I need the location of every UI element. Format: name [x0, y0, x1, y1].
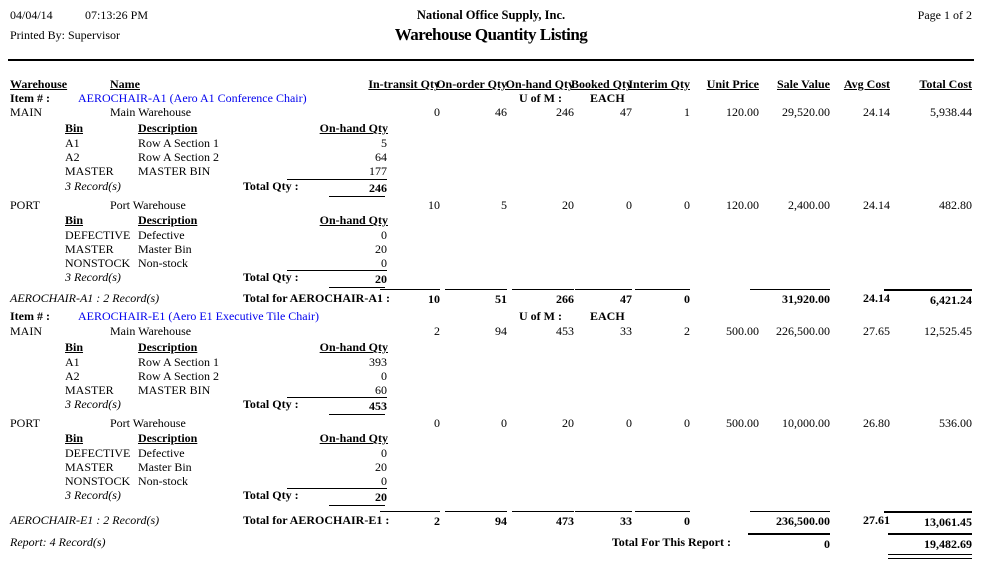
bin-description: Row A Section 1: [138, 136, 220, 150]
in-transit-qty: 0: [434, 105, 440, 119]
report-date: 04/04/14: [10, 8, 53, 22]
warehouse-name: Port Warehouse: [110, 416, 186, 430]
interim-qty: 2: [684, 324, 690, 338]
bin-row: [0, 369, 982, 383]
bin-row: [0, 460, 982, 474]
interim-qty: 0: [684, 198, 690, 212]
col-on-order-qty: On-order Qty: [436, 77, 507, 91]
bin-row: [0, 136, 982, 150]
uofm-value: EACH: [590, 309, 625, 323]
total-total-cost: 13,061.45: [884, 511, 972, 530]
on-hand-qty: 453: [556, 324, 574, 338]
uofm-label: U of M :: [519, 309, 562, 323]
bin-header-row: [0, 340, 982, 354]
on-hand-qty: 20: [562, 198, 574, 212]
total-total-cost: 6,421.24: [884, 289, 972, 308]
warehouse-code: PORT: [10, 416, 40, 430]
item-header-row: [0, 309, 982, 323]
bin-description: Master Bin: [138, 242, 192, 256]
bin-qty: 5: [381, 136, 387, 150]
col-booked-qty: Booked Qty: [570, 77, 632, 91]
bin-total-row: [0, 488, 982, 502]
total-booked: 33: [575, 511, 632, 529]
bin-code: NONSTOCK: [65, 256, 131, 270]
bin-code: MASTER: [65, 164, 114, 178]
bin-code: MASTER: [65, 242, 114, 256]
bin-record-count: 3 Record(s): [65, 270, 121, 284]
on-order-qty: 46: [495, 105, 507, 119]
bin-description: Non-stock: [138, 474, 188, 488]
bin-description: Defective: [138, 228, 185, 242]
bin-code: A1: [65, 136, 80, 150]
sale-value: 226,500.00: [776, 324, 830, 338]
bin-row: [0, 355, 982, 369]
bin-qty: 60: [375, 383, 387, 397]
warehouse-row: [0, 105, 982, 119]
total-on-order: 94: [445, 511, 507, 529]
item-total-row: [0, 289, 982, 307]
uofm-label: U of M :: [519, 91, 562, 105]
total-qty-label: Total Qty :: [243, 270, 299, 284]
item-link[interactable]: AEROCHAIR-A1 (Aero A1 Conference Chair): [78, 91, 307, 105]
page-number: Page 1 of 2: [917, 8, 972, 22]
interim-qty: 0: [684, 416, 690, 430]
bin-row: [0, 242, 982, 256]
item-header-row: [0, 91, 982, 105]
bin-description: Master Bin: [138, 460, 192, 474]
bin-total-row: [0, 397, 982, 411]
total-sale-value: 31,920.00: [750, 289, 830, 307]
bin-row: [0, 474, 982, 488]
bin-qty: 0: [381, 256, 387, 270]
item-record-count: AEROCHAIR-E1 : 2 Record(s): [10, 513, 160, 527]
avg-cost: 26.80: [863, 416, 890, 430]
bin-header-row: [0, 213, 982, 227]
total-qty-label: Total Qty :: [243, 397, 299, 411]
booked-qty: 0: [626, 416, 632, 430]
avg-cost: 24.14: [863, 198, 890, 212]
bin-qty: 20: [375, 460, 387, 474]
total-sale-value: 236,500.00: [750, 511, 830, 529]
col-bin: Bin: [65, 213, 84, 227]
bin-description: MASTER BIN: [138, 164, 211, 178]
bin-description: Defective: [138, 446, 185, 460]
booked-qty: 33: [620, 324, 632, 338]
on-order-qty: 0: [501, 416, 507, 430]
bin-qty: 64: [375, 150, 387, 164]
total-interim: 0: [635, 289, 690, 307]
total-qty-value: 20: [287, 270, 387, 287]
col-bin-on-hand-qty: On-hand Qty: [319, 340, 388, 354]
warehouse-row: [0, 324, 982, 338]
bin-row: [0, 383, 982, 397]
col-bin-on-hand-qty: On-hand Qty: [319, 213, 388, 227]
bin-record-count: 3 Record(s): [65, 488, 121, 502]
printed-by: Printed By: Supervisor: [10, 28, 120, 42]
item-total-label: Total for AEROCHAIR-A1 :: [243, 291, 391, 305]
bin-code: A2: [65, 369, 80, 383]
total-cost: 12,525.45: [924, 324, 972, 338]
warehouse-name: Port Warehouse: [110, 198, 186, 212]
col-name: Name: [110, 77, 140, 91]
bin-description: MASTER BIN: [138, 383, 211, 397]
col-bin-description: Description: [138, 213, 198, 227]
col-sale-value: Sale Value: [776, 77, 830, 91]
bin-header-row: [0, 121, 982, 135]
col-total-cost: Total Cost: [919, 77, 972, 91]
bin-qty: 0: [381, 446, 387, 460]
bin-total-row: [0, 179, 982, 193]
report-total-label: Total For This Report :: [611, 535, 731, 549]
bin-description: Row A Section 2: [138, 369, 220, 383]
col-warehouse: Warehouse: [10, 77, 68, 91]
sale-value: 29,520.00: [782, 105, 830, 119]
total-qty-label: Total Qty :: [243, 179, 299, 193]
total-on-order: 51: [445, 289, 507, 307]
col-bin: Bin: [65, 340, 84, 354]
in-transit-qty: 0: [434, 416, 440, 430]
bin-qty: 393: [369, 355, 387, 369]
bin-qty: 177: [369, 164, 387, 178]
total-in-transit: 2: [380, 511, 440, 529]
total-booked: 47: [575, 289, 632, 307]
total-qty-value: 246: [287, 179, 387, 196]
in-transit-qty: 10: [428, 198, 440, 212]
total-cost: 536.00: [939, 416, 972, 430]
col-bin-on-hand-qty: On-hand Qty: [319, 121, 388, 135]
report-total-cost: 19,482.69: [888, 533, 972, 552]
report-total-sale-value: 0: [748, 533, 830, 552]
item-number-label: Item # :: [10, 91, 50, 105]
col-interim-qty: Interim Qty: [628, 77, 690, 91]
total-avg-cost: 24.14: [863, 291, 890, 305]
item-number-label: Item # :: [10, 309, 50, 323]
bin-description: Row A Section 1: [138, 355, 220, 369]
bin-description: Non-stock: [138, 256, 188, 270]
interim-qty: 1: [684, 105, 690, 119]
warehouse-code: MAIN: [10, 324, 42, 338]
sale-value: 2,400.00: [788, 198, 830, 212]
uofm-value: EACH: [590, 91, 625, 105]
booked-qty: 0: [626, 198, 632, 212]
warehouse-code: MAIN: [10, 105, 42, 119]
bin-row: [0, 164, 982, 178]
total-in-transit: 10: [380, 289, 440, 307]
booked-qty: 47: [620, 105, 632, 119]
col-on-hand-qty: On-hand Qty: [505, 77, 574, 91]
total-cost: 5,938.44: [930, 105, 972, 119]
bin-row: [0, 446, 982, 460]
bin-total-row: [0, 270, 982, 284]
bin-qty: 0: [381, 474, 387, 488]
total-qty-label: Total Qty :: [243, 488, 299, 502]
bin-row: [0, 256, 982, 270]
on-hand-qty: 20: [562, 416, 574, 430]
warehouse-name: Main Warehouse: [110, 324, 192, 338]
unit-price: 120.00: [726, 105, 759, 119]
on-order-qty: 94: [495, 324, 507, 338]
warehouse-row: [0, 198, 982, 212]
total-on-hand: 266: [512, 289, 574, 307]
item-link[interactable]: AEROCHAIR-E1 (Aero E1 Executive Tile Chair): [78, 309, 319, 323]
item-record-count: AEROCHAIR-A1 : 2 Record(s): [10, 291, 160, 305]
bin-description: Row A Section 2: [138, 150, 220, 164]
total-avg-cost: 27.61: [863, 513, 890, 527]
bin-header-row: [0, 431, 982, 445]
bin-row: [0, 150, 982, 164]
bin-record-count: 3 Record(s): [65, 179, 121, 193]
col-in-transit-qty: In-transit Qty: [368, 77, 440, 91]
col-bin: Bin: [65, 431, 84, 445]
in-transit-qty: 2: [434, 324, 440, 338]
col-avg-cost: Avg Cost: [843, 77, 890, 91]
total-qty-value: 20: [287, 488, 387, 505]
total-on-hand: 473: [512, 511, 574, 529]
col-bin-description: Description: [138, 431, 198, 445]
bin-code: A1: [65, 355, 80, 369]
report-title: Warehouse Quantity Listing: [394, 25, 588, 44]
unit-price: 500.00: [726, 324, 759, 338]
warehouse-name: Main Warehouse: [110, 105, 192, 119]
report-record-count: Report: 4 Record(s): [10, 535, 106, 549]
header-divider: [8, 59, 974, 61]
bin-code: MASTER: [65, 460, 114, 474]
report-total-row: [0, 533, 982, 557]
report-time: 07:13:26 PM: [85, 8, 149, 22]
avg-cost: 24.14: [863, 105, 890, 119]
bin-qty: 0: [381, 369, 387, 383]
bin-qty: 0: [381, 228, 387, 242]
bin-code: A2: [65, 150, 80, 164]
warehouse-row: [0, 416, 982, 430]
col-unit-price: Unit Price: [706, 77, 759, 91]
unit-price: 120.00: [726, 198, 759, 212]
col-bin-on-hand-qty: On-hand Qty: [319, 431, 388, 445]
bin-code: MASTER: [65, 383, 114, 397]
bin-qty: 20: [375, 242, 387, 256]
unit-price: 500.00: [726, 416, 759, 430]
company-name: National Office Supply, Inc.: [416, 8, 566, 22]
col-bin-description: Description: [138, 340, 198, 354]
on-order-qty: 5: [501, 198, 507, 212]
bin-code: DEFECTIVE: [65, 228, 131, 242]
total-cost: 482.80: [939, 198, 972, 212]
column-header-row: [0, 77, 982, 91]
bin-code: DEFECTIVE: [65, 446, 131, 460]
on-hand-qty: 246: [556, 105, 574, 119]
item-total-label: Total for AEROCHAIR-E1 :: [243, 513, 390, 527]
col-bin: Bin: [65, 121, 84, 135]
bin-record-count: 3 Record(s): [65, 397, 121, 411]
item-total-row: [0, 511, 982, 529]
sale-value: 10,000.00: [782, 416, 830, 430]
col-bin-description: Description: [138, 121, 198, 135]
total-interim: 0: [635, 511, 690, 529]
bin-row: [0, 228, 982, 242]
bin-code: NONSTOCK: [65, 474, 131, 488]
warehouse-code: PORT: [10, 198, 40, 212]
avg-cost: 27.65: [863, 324, 890, 338]
total-qty-value: 453: [287, 397, 387, 414]
